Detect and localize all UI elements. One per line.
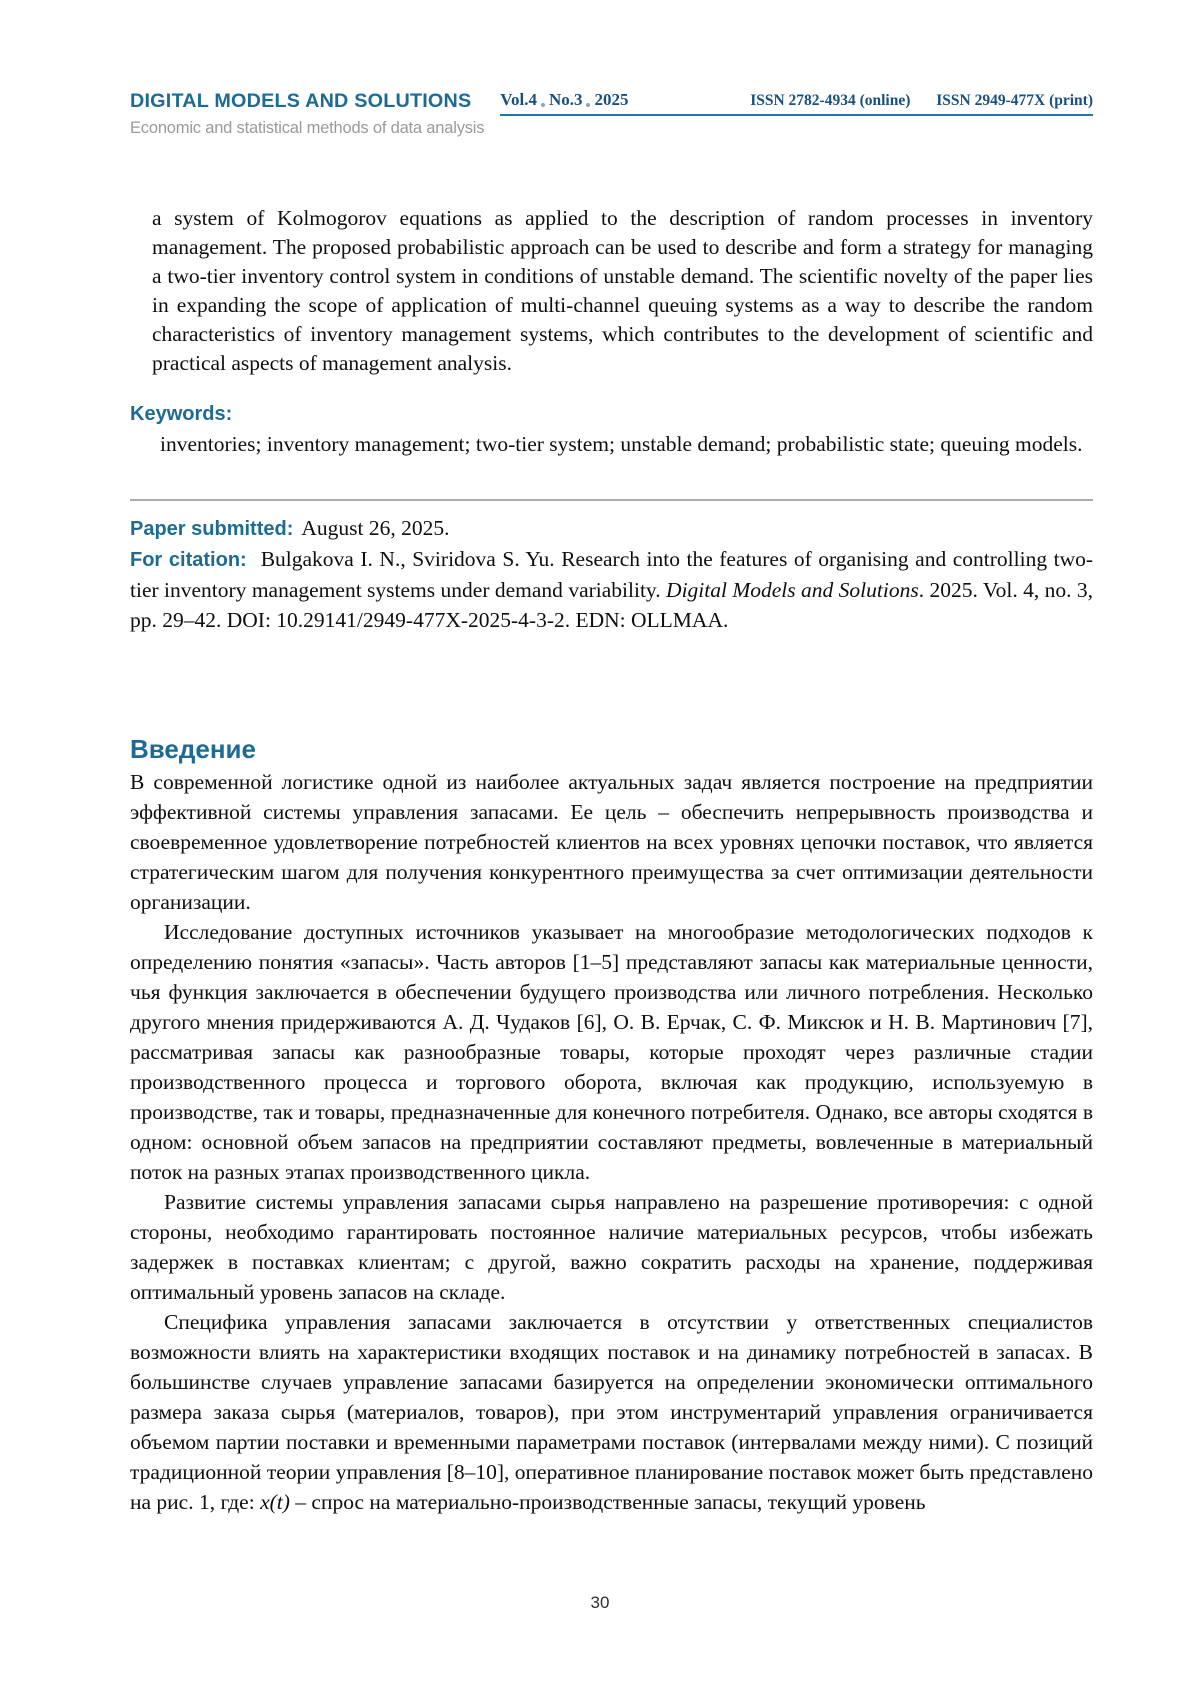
keywords-label: Keywords:	[130, 402, 233, 425]
inline-math-xt: x(t)	[260, 1489, 290, 1514]
citation-text: Bulgakova I. N., Sviridova S. Yu. Research into the features of organising and controlling two-tier inventory management systems under demand variability.	[130, 546, 1094, 602]
citation-label: For citation:	[130, 548, 247, 571]
introduction-section	[130, 767, 1093, 1517]
citation-block	[130, 544, 1093, 635]
section-divider	[130, 499, 1093, 501]
issn-online: ISSN 2782-4934 (online)	[750, 92, 911, 109]
intro-paragraph: Развитие системы управления запасами сырья направлено на разрешение противоречия: с одной стороны, необходимо гарантировать постоянное наличие материальных ресурсов, чтобы избежать задержек в поставках клиентам; с другой, важно сократить расходы на хранение, поддерживая оптимальный уровень запасов на складе.	[130, 1189, 1093, 1304]
intro-paragraph	[130, 1307, 1093, 1517]
page-header	[130, 90, 1093, 138]
paper-submitted-date: August 26, 2025.	[301, 515, 450, 540]
dot-icon	[541, 103, 545, 107]
journal-title: DIGITAL MODELS AND SOLUTIONS	[130, 91, 472, 112]
intro-paragraph-text: Специфика управления запасами заключается в отсутствии у ответственных специалистов возможности влиять на характеристики входящих поставок и на динамику потребностей в запасах. В большинстве случаев управление запасами базируется на определении экономически оптимального размера заказа сырья (материалов, товаров), при этом инструментарий управления ограничивается объемом партии поставки и временными параметрами поставок (интервалами между ними). С позиций традиционной теории управления [8–10], оперативное планирование поставок может быть представлено на рис. 1, где:	[130, 1309, 1093, 1514]
keywords-text: inventories; inventory management; two-tier system; unstable demand; probabilistic state; queuing models.	[160, 431, 1083, 456]
introduction-heading: Введение	[130, 733, 256, 764]
citation-journal-italic: Digital Models and Solutions	[666, 577, 919, 602]
volume-label: Vol.4	[500, 90, 537, 109]
intro-paragraph-text-after: – спрос на материально-производственные запасы, текущий уровень	[289, 1489, 926, 1514]
paper-submitted-label: Paper submitted:	[130, 517, 294, 540]
header-rule	[500, 90, 1093, 116]
issn-info	[750, 92, 1093, 110]
page-number: 30	[590, 1593, 610, 1612]
abstract-text: a system of Kolmogorov equations as applied to the description of random processes in inventory management. The proposed probabilistic approach can be used to describe and form a strategy for managing a two-tier inventory control system in conditions of unstable demand. The scientific novelty of the paper lies in expanding the scope of application of multi-channel queuing systems as a way to describe the random characteristics of inventory management systems, which contributes to the development of scientific and practical aspects of management analysis.	[152, 206, 1093, 375]
issn-print: ISSN 2949-477X (print)	[936, 92, 1093, 109]
section-subtitle: Economic and statistical methods of data analysis	[130, 119, 485, 137]
issue-label: No.3	[548, 90, 583, 109]
paper-submitted-row	[130, 513, 1093, 544]
intro-paragraph: В современной логистике одной из наиболее актуальных задач является построение на предприятии эффективной системы управления запасами. Ее цель – обеспечить непрерывность производства и своевременное удовлетворение потребностей клиентов на всех уровнях цепочки поставок, что является стратегическим шагом для получения конкурентного преимущества за счет оптимизации деятельности организации.	[130, 769, 1093, 914]
dot-icon	[586, 103, 590, 107]
intro-paragraph: Исследование доступных источников указывает на многообразие методологических подходов к определению понятия «запасы». Часть авторов [1–5] представляют запасы как материальные ценности, чья функция заключается в обеспечении будущего производства или личного потребления. Несколько другого мнения придерживаются А. Д. Чудаков [6], О. В. Ерчак, С. Ф. Миксюк и Н. В. Мартинович [7], рассматривая запасы как разнообразные товары, которые проходят через различные стадии производственного процесса и торгового оборота, включая как продукцию, используемую в производстве, так и товары, предназначенные для конечного потребителя. Однако, все авторы сходятся в одном: основной объем запасов на предприятии составляют предметы, вовлеченные в материальный поток на разных этапах производственного цикла.	[130, 919, 1093, 1184]
citation-text-after: . 2025. Vol. 4, no. 3, pp. 29–42. DOI: 10.29141/2949-477X-2025-4-3-2. EDN: OLLMAA.	[130, 577, 1093, 632]
volume-info	[500, 90, 628, 110]
year-label: 2025	[594, 90, 629, 109]
